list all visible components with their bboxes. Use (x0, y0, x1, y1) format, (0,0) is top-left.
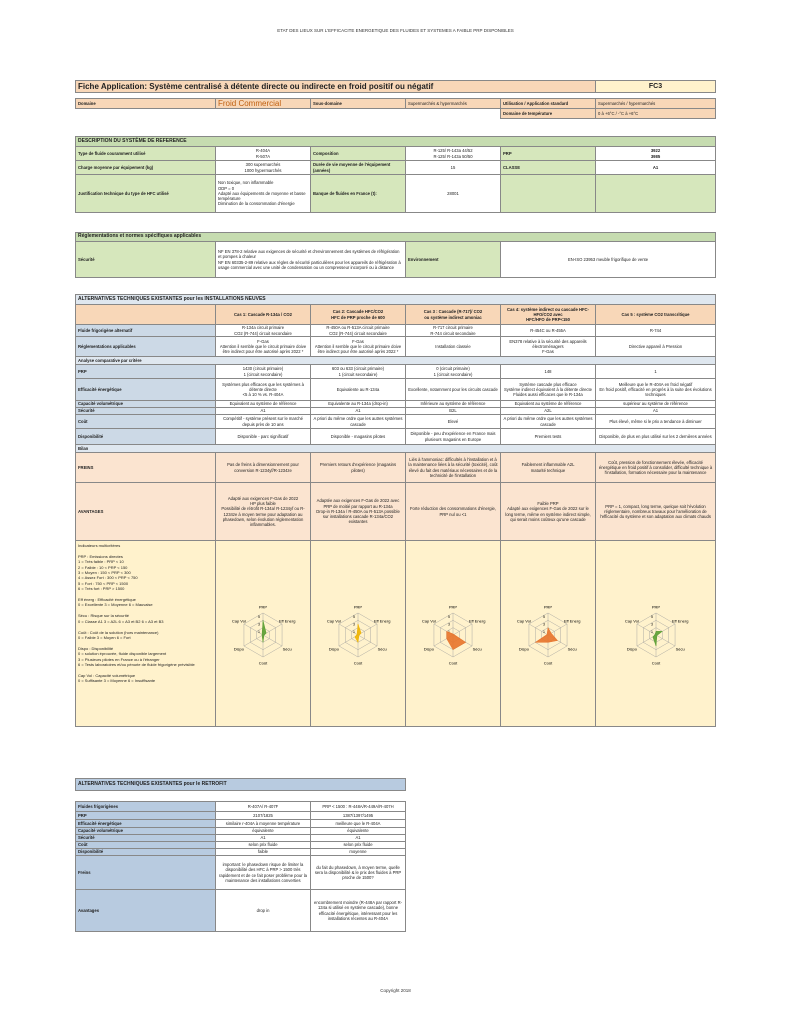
radar-cell-3 (406, 541, 501, 727)
alt-cell: Coût, pression de fonctionnement élevée, efficacité énergétique en froid positif à consolider, difficulté technique à l'installation, formation nécessaire pour la maintenance (596, 453, 716, 483)
domaine-value: Froid Commercial (216, 99, 311, 109)
justification-value: Non toxique, non inflammable ODP = 0 Adapté aux équipements de moyenne et basse température Diminution de la consommation d'énergie (216, 175, 311, 213)
radar-tick-label: 3 (448, 622, 450, 626)
classe-label: CLASSE (501, 161, 596, 175)
alt-row-label: Bilan (76, 445, 716, 453)
alt-row (76, 429, 716, 445)
alt-cell: Disponible - magasins pilotes (311, 429, 406, 445)
retrofit-row (76, 849, 406, 856)
radar-axis-label: PRP (651, 604, 660, 610)
case-header-5: Cas 5 : système CO2 transcritique (596, 305, 716, 325)
alt-cell: supérieur au système de référence (596, 401, 716, 408)
alt-cell: B2L (406, 408, 501, 415)
radar-axis-label: Dispo (626, 645, 637, 651)
fiche-title: Fiche Application: Système centralisé à détente directe ou indirecte en froid positif ou négatif (76, 81, 596, 93)
radar-tick-label: 3 (543, 622, 545, 626)
alt-row (76, 401, 716, 408)
retrofit-cell: important: le phasedown risque de limiter la disponibilité des HFC à PRP > 1500 très rapidement et de ce fait poser problème pour la maintenance des installations converties (216, 856, 311, 890)
radar-axis-label: PRP (448, 604, 458, 610)
duree-value: 15 (406, 161, 501, 175)
alt-cell: Equivalente au R-134a (drop-in) (311, 401, 406, 408)
retrofit-cell: selon prix fluide (311, 842, 406, 849)
alt-row-label: Réglementations applicables (76, 337, 216, 357)
alt-row (76, 408, 716, 415)
charge-label: Charge moyenne par équipement (kg) (76, 161, 216, 175)
sous-domaine-label: Sous-domaine (311, 99, 406, 109)
alt-row-label: AVANTAGES (76, 483, 216, 541)
type-value: R-404A R-507A (216, 147, 311, 161)
alt-row-label: Sécurité (76, 408, 216, 415)
radar-axis-label: Coût (258, 659, 268, 665)
alt-cell: R-134a circuit primaire CO2 (R-744) circuit secondaire (216, 325, 311, 337)
alt-cell: 148 (501, 365, 596, 379)
retrofit-cell: faible (216, 849, 311, 856)
retrofit-row-label: Fluides frigorigènes (76, 802, 216, 812)
alt-cell: Systèmes plus efficaces que les systèmes à détente directe <5 à 10 % vs. R-404A (216, 379, 311, 401)
alt-cell: A2L (501, 408, 596, 415)
page-footer: Copyright 2018 (380, 988, 411, 993)
alt-cell: PRP = 1, compact, long terme, quelque soit l'évolution réglementaire, nombreux travaux pour l'amélioration de l'efficacité du système et son adaptation aux climats chauds (596, 483, 716, 541)
alt-row (76, 337, 716, 357)
alt-cell: Premiers retours d'expérience (magasins pilotes) (311, 453, 406, 483)
alternatives-table (75, 294, 716, 727)
composition-label: Composition (311, 147, 406, 161)
radar-chart (611, 599, 701, 669)
case-header-4: Cas 4: système indirect ou cascade HFC-HFO/CO2 avec HFC/HFO de PRP<150 (501, 305, 596, 325)
charge-value: 300 supermarchés 1000 hypermarchés (216, 161, 311, 175)
environnement-value: EN-ISO 23953 meuble frigorifique de vente (501, 242, 716, 278)
radar-tick-label: 3 (650, 622, 653, 626)
radar-axis-label: Cap Vol (326, 618, 341, 624)
alt-cell: Equivalente au R-134a (311, 379, 406, 401)
alt-cell: A1 (311, 408, 406, 415)
radar-axis-label: Cap Vol (624, 618, 639, 624)
radar-axis-label: Sécu (377, 645, 387, 651)
alt-row (76, 453, 716, 483)
alt-cell: Faiblement inflammable A2L maturité technique (501, 453, 596, 483)
retrofit-cell: drop in (216, 890, 311, 932)
retrofit-cell: encombrement moindre (R-448A par rapport R-134a si utilisé en système cascade), bonne efficacité énergétique, intéressant pour les installations récentes au R-404A (311, 890, 406, 932)
radar-axis-label: PRP (258, 604, 268, 610)
radar-axis-label: Dispo (328, 645, 339, 651)
alt-row (76, 325, 716, 337)
indicators-legend: Indicateurs multicritères PRP : Emissions directes 1 = Très faible : PRP < 10 2 = Faible : 10 < PRP < 150 3 = Moyen : 150 < PRP < 300 4 = Assez Fort : 300 < PRP < 750 5 = Fort : 750 < PRP < 1500 6 = Très fort : PRP > 1500 Eff énerg : Efficacité énergétique 0 = Excellente 3 = Moyenne 6 = Mauvaise Sécu : Risque sur la sécurité 0 = Classe A1 3 = A2L 6 = A3 et B2 6 = A3 et B3 Coût : Coût de la solution (hors maintenance) 0 = Faible 3 = Moyen 6 = Fort Dispo : Disponibilité 0 = solution éprouvée, fluide disponible largement 3 = Plusieurs pilotes en France ou à l'étranger 6 = Tests laboratoires et/ou pénurie de fluide frigorigène prévisible Cap Vol : Capacité volumétrique 0 = Suffisante 3 = Moyenne 6 = Insuffisante (76, 541, 216, 727)
alt-row (76, 365, 716, 379)
alt-cell: 1 (596, 365, 716, 379)
alt-cell: Elevé (406, 415, 501, 429)
alt-cell: A priori du même ordre que les autres systèmes cascade (501, 415, 596, 429)
retrofit-row (76, 828, 406, 835)
radar-tick-label: 5 (258, 614, 260, 619)
retrofit-cell: R-407A/ R-407F (216, 802, 311, 812)
alt-cell: A1 (596, 408, 716, 415)
alt-row-label: Analyse comparative par critère (76, 357, 716, 365)
radar-cell-2 (311, 541, 406, 727)
alt-cell: R-717 circuit primaire R-744 circuit secondaire (406, 325, 501, 337)
alt-row (76, 415, 716, 429)
retrofit-row (76, 802, 406, 812)
retrofit-cell: A1 (311, 835, 406, 842)
fiche-header-table (75, 80, 716, 119)
alt-cell: Faible PRP Adapté aux exigences F-Gas de 2022 sur le long terme, même en système indirect simple, qui serait moins coûteux qu'une cascade (501, 483, 596, 541)
alt-cell: Forte réduction des consommations d'énergie, PRP nul ou <1 (406, 483, 501, 541)
radar-axis-label: Eff Energ (671, 618, 688, 624)
radar-axis-label: Dispo (233, 645, 244, 651)
banque-label: Banque de fluides en France (t): (311, 175, 406, 213)
radar-cell-5 (596, 541, 716, 727)
reference-table (75, 136, 716, 213)
retrofit-row-label: PRP (76, 812, 216, 820)
retrofit-cell: A1 (216, 835, 311, 842)
alt-cell: R-744 (596, 325, 716, 337)
securite-label: Sécurité (76, 242, 216, 278)
radar-tick-label: 3 (353, 622, 355, 626)
retrofit-row (76, 820, 406, 828)
alternatives-section-title: ALTERNATIVES TECHNIQUES EXISTANTES pour les INSTALLATIONS NEUVES (76, 295, 716, 305)
radar-cell-1 (216, 541, 311, 727)
alt-cell: A1 (216, 408, 311, 415)
prp-value: 3922 3985 (596, 147, 716, 161)
radar-tick-label: 1 (353, 629, 355, 634)
radar-axis-label: Dispo (518, 645, 529, 651)
retrofit-table (75, 778, 406, 932)
utilisation-label: Utilisation / Application standard (501, 99, 596, 109)
alt-cell: Système cascade plus efficace Système indirect équivalent à la détente directe Fluides aussi efficaces que le R-134a (501, 379, 596, 401)
securite-value: NF EN 378-2 relative aux exigences de sécurité et d'environnement des systèmes de réfrigération et pompes à chaleur NF EN 60335-2-89 relative aux règles de sécurité particulières pour les appareils de réfrigération à usage commercial avec une unité de condensation ou un compresseur incorporé ou à distance (216, 242, 406, 278)
reference-section-title: DESCRIPTION DU SYSTÈME DE REFERENCE (76, 137, 716, 147)
retrofit-row (76, 835, 406, 842)
alt-row (76, 483, 716, 541)
alt-row (76, 445, 716, 453)
alt-cell: EN378 relative à la sécurité des appareils électroménagers F-Gas (501, 337, 596, 357)
alt-cell: 603 ou 633 (circuit primaire) 1 (circuit secondaire) (311, 365, 406, 379)
environnement-label: Environnement (406, 242, 501, 278)
alt-cell: 1430 (circuit primaire) 1 (circuit secondaire) (216, 365, 311, 379)
retrofit-cell: équivalente (216, 828, 311, 835)
retrofit-cell: 2107/1825 (216, 812, 311, 820)
retrofit-cell: selon prix fluide (216, 842, 311, 849)
alt-cell: Meilleure que le R-404A en froid négatif En froid positif, efficacité en progrès à la suite des évolutions techniques (596, 379, 716, 401)
composition-value: R-125/ R-143a 44/52 R-125/ R-143a 50/50 (406, 147, 501, 161)
alt-cell: 0 (circuit primaire) 1 (circuit secondaire) (406, 365, 501, 379)
alt-cell: R-450A ou R-513A circuit primaire CO2 (R-744) circuit secondaire (311, 325, 406, 337)
alt-cell: Inférieure au système de référence (406, 401, 501, 408)
radar-tick-label: 5 (543, 614, 545, 619)
radar-axis-label: PRP (543, 604, 553, 610)
retrofit-row-label: Disponibilité (76, 849, 216, 856)
retrofit-cell: équivalente (311, 828, 406, 835)
alt-cell: Adaptée aux exigences F-Gas de 2022 avec PRP de moitié par rapport au R-134a Drop-in R-134a / R-450A ou R-513A possible sur installations cascade R-134a/CO2 existantes (311, 483, 406, 541)
alt-cell: Disponible - peu d'expérience en France mais plusieurs magasins en Europe (406, 429, 501, 445)
alt-row (76, 357, 716, 365)
retrofit-row-label: Sécurité (76, 835, 216, 842)
alt-row-label: FREINS (76, 453, 216, 483)
alt-cell: R-454C ou R-455A (501, 325, 596, 337)
alt-row-label: Fluide frigorigène alternatif (76, 325, 216, 337)
radar-series (262, 620, 266, 642)
radar-chart (218, 599, 308, 669)
retrofit-row (76, 890, 406, 932)
reglementation-section-title: Réglementations et normes spécifiques applicables (76, 233, 716, 242)
radar-axis-label: Eff Energ (468, 618, 486, 624)
radar-axis-label: Eff Energ (278, 618, 296, 624)
retrofit-row-label: Efficacité énergétique (76, 820, 216, 828)
sous-domaine-value: Supermarchés & hypermarchés (406, 99, 501, 109)
retrofit-cell: du fait du phasedown, à moyen terme, quelle sera la disponibilité & le prix des fluides à PRP proche de 1500? (311, 856, 406, 890)
radar-chart (503, 599, 593, 669)
fiche-code: FC3 (596, 81, 716, 93)
retrofit-row (76, 812, 406, 820)
retrofit-row-label: Coût (76, 842, 216, 849)
alt-cell: Pas de freins à dimensionnement pour conversion R-1234yf/R-1234ze (216, 453, 311, 483)
case-header-2: Cas 2: Cascade HFC/CO2 HFC de PRP proche de 600 (311, 305, 406, 325)
radar-series (652, 631, 662, 646)
alt-cell: A priori du même ordre que les autres systèmes cascade (311, 415, 406, 429)
radar-tick-label: 1 (650, 629, 653, 634)
radar-tick-label: 5 (448, 614, 450, 619)
radar-axis-label: Coût (543, 659, 553, 665)
alt-cell: Adapté aux exigences F-Gas de 2022 HP plus faible Possibilité de rétrofit R-134a/ R-1234yf ou R-1234ze à moyen terme pour adaptation au phasedown, selon évolution réglementation inflammables. (216, 483, 311, 541)
duree-label: Durée de vie moyenne de l'équipement (années) (311, 161, 406, 175)
radar-axis-label: Sécu (472, 645, 482, 651)
radar-series (355, 624, 361, 642)
reglementation-table (75, 232, 716, 278)
retrofit-cell: moyenne (311, 849, 406, 856)
alt-row-label: Capacité volumétrique (76, 401, 216, 408)
radar-axis-label: Cap Vol (516, 618, 531, 624)
retrofit-section-title: ALTERNATIVES TECHNIQUES EXISTANTES pour le RETROFIT (76, 779, 406, 791)
radar-axis-label: Coût (651, 659, 660, 665)
radar-tick-label: 1 (258, 629, 260, 634)
retrofit-row-label: Avantages (76, 890, 216, 932)
retrofit-cell: similaire r-404A à moyenne température (216, 820, 311, 828)
alt-cell: Disponible - parc significatif (216, 429, 311, 445)
alt-cell: Compétitif - système présent sur le marché depuis près de 10 ans (216, 415, 311, 429)
prp-label: PRP (501, 147, 596, 161)
radar-tick-label: 1 (543, 629, 545, 634)
radar-tick-label: 5 (353, 614, 355, 619)
alt-cell: Liés à l'ammoniac: difficultés à l'installation et à la maintenance liées à la sécurité (toxicité), coût élevé du fait des matériaux nécessaires et de la technicité de l'installation (406, 453, 501, 483)
radar-axis-label: Sécu (675, 645, 685, 651)
banque-value: 28001 (406, 175, 501, 213)
alt-cell: Equivalent au système de référence (216, 401, 311, 408)
retrofit-row (76, 856, 406, 890)
justification-label: Justification technique du type de HFC utilisé (76, 175, 216, 213)
radar-axis-label: Sécu (282, 645, 292, 651)
classe-value: A1 (596, 161, 716, 175)
retrofit-cell: PRP < 1500 : R-448A/R-449A/R-407H (311, 802, 406, 812)
radar-axis-label: Cap Vol (421, 618, 436, 624)
radar-axis-label: Coût (448, 659, 458, 665)
retrofit-cell: 1387/1397/1495 (311, 812, 406, 820)
temperature-label: Domaine de température (501, 109, 596, 119)
case-header-3: Cas 3 : Cascade (R-717)/ CO2 ou système indirect amoniac (406, 305, 501, 325)
alt-row-label: Disponibilité (76, 429, 216, 445)
radar-axis-label: Dispo (423, 645, 434, 651)
radar-axis-label: Sécu (567, 645, 577, 651)
type-label: Type de fluide couramment utilisé (76, 147, 216, 161)
alt-cell: F-Gas Attention il semble que le circuit primaire doive être indirect pour être autorisé après 2022 * (216, 337, 311, 357)
utilisation-value: Supermarchés / hypermarchés (596, 99, 716, 109)
alt-cell: Equivalent au système de référence (501, 401, 596, 408)
retrofit-row-label: Freins (76, 856, 216, 890)
radar-axis-label: Eff Energ (373, 618, 391, 624)
radar-tick-label: 5 (650, 614, 653, 619)
alt-cell: Premiers tests (501, 429, 596, 445)
radar-axis-label: Cap Vol (231, 618, 246, 624)
page-header: ETAT DES LIEUX SUR L'EFFICACITE ENERGETIQUE DES FLUIDES ET SYSTEMES A FAIBLE PRP DISPONIBLES (277, 28, 514, 33)
alt-cell: Excellente, notamment pour les circuits cascade (406, 379, 501, 401)
indicators-row (76, 541, 716, 727)
alt-cell: Plus élevé, même si le prix a tendance à diminuer (596, 415, 716, 429)
alt-row-label: Coût (76, 415, 216, 429)
alt-cell: Disponible, de plus en plus utilisé sur les 2 dernières années (596, 429, 716, 445)
retrofit-row-label: Capacité volumétrique (76, 828, 216, 835)
radar-cell-4 (501, 541, 596, 727)
radar-chart (408, 599, 498, 669)
radar-series (447, 631, 466, 649)
alt-cell: F-Gas Attention il semble que le circuit primaire doive être indirect pour être autorisé après 2022 * (311, 337, 406, 357)
retrofit-row (76, 842, 406, 849)
alt-row (76, 379, 716, 401)
temperature-value: 0 à +6°C / -°C à +6°C (596, 109, 716, 119)
radar-axis-label: Eff Energ (563, 618, 581, 624)
retrofit-cell: meilleure que le R-404A (311, 820, 406, 828)
case-header-1: Cas 1: Cascade R-134a / CO2 (216, 305, 311, 325)
radar-axis-label: Coût (353, 659, 363, 665)
alt-cell: Installation classée (406, 337, 501, 357)
radar-axis-label: PRP (353, 604, 363, 610)
radar-chart (313, 599, 403, 669)
radar-tick-label: 1 (448, 629, 450, 634)
alt-row-label: Efficacité énergétique (76, 379, 216, 401)
alt-row-label: PRP (76, 365, 216, 379)
radar-tick-label: 3 (258, 622, 260, 626)
domaine-label: Domaine (76, 99, 216, 109)
alt-cell: Directive appareil à Pression (596, 337, 716, 357)
